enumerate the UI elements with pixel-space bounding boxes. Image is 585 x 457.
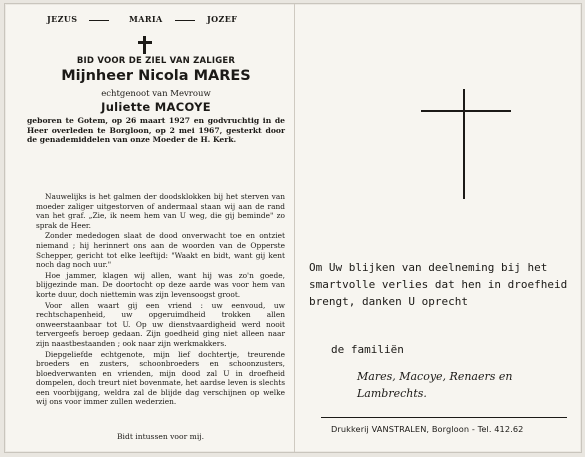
divider (321, 417, 567, 418)
paragraph: Voor allen waart gij een vriend : uw eenvoud, uw rechtschapenheid, uw opgeruimdheid trokken allen onweerstaanbaar tot U. Op uw dienstvaardigheid werd nooit tervergeefs beroep gedaan. Zijn goedheid ging niet alleen naar zijn naastbestaanden ; ook naar zijn werkmakkers. (36, 300, 285, 348)
small-cross-icon (138, 36, 152, 54)
biography: geboren te Gotem, op 26 maart 1927 en godvruchtig in de Heer overleden te Borgloon, op 2 mei 1967, gesterkt door de genademiddelen van onze Moeder de H. Kerk. (27, 116, 285, 145)
left-panel (27, 14, 285, 441)
paragraph: Diepgeliefde echtgenote, mijn lief dochtertje, treurende broeders en zusters, schoonbroeders en schoonzusters, bloedverwanten en vrienden, mijn dood zal U in droefheid dompelen, doch treurt niet bovenmate, het aardse leven is slechts een voorbijgang, weldra zal de blijde dag verschijnen op welke wij ons voor immer zullen wederzien. (36, 349, 285, 407)
holy-family-header (27, 14, 285, 26)
header-name-2: MARIA (129, 14, 163, 24)
family-intro: de familiën (331, 343, 404, 356)
spouse-name: Juliette MACOYE (101, 100, 211, 114)
right-panel (301, 4, 581, 452)
deceased-name: Mijnheer Nicola MARES (61, 68, 251, 84)
header-name-1: JEZUS (47, 14, 78, 24)
prayer-intro: BID VOOR DE ZIEL VAN ZALIGER (76, 56, 236, 66)
header-name-3: JOZEF (207, 14, 238, 24)
thanks-text: Om Uw blijken van deelneming bij het smartvolle verlies dat hen in droefheid brengt, danken U oprecht (309, 261, 568, 308)
paragraph: Zonder mededogen slaat de dood onverwacht toe en ontziet niemand ; hij herinnert ons aan de woorden van de Opperste Schepper, gericht tot elke leeftijd: "Waakt en bidt, want gij kent noch dag noch uur." (36, 231, 285, 270)
spouse-intro: echtgenoot van Mevrouw (101, 89, 211, 99)
memorial-card (4, 3, 582, 453)
printer-credit: Drukkerij VANSTRALEN, Borgloon - Tel. 412.62 (331, 424, 524, 434)
closing-line: Bidt intussen voor mij. (116, 432, 205, 441)
paragraph: Nauwelijks is het galmen der doodsklokken bij het sterven van moeder zaliger uitgestorven of andermaal staan wij aan de rand van het graf. „Zie, ik neem hem van U weg, die gij beminde" zo sprak de Heer. (36, 192, 285, 230)
paragraph: Hoe jammer, klagen wij allen, want hij was zo'n goede, blijgezinde man. De doortocht op deze aarde was voor hem van korte duur, doch niettemin was zijn levensoogst groot. (36, 270, 285, 299)
large-cross-icon (421, 89, 511, 199)
header-dash-1 (89, 20, 109, 21)
fold-line (294, 4, 295, 452)
memorial-text (36, 192, 285, 408)
family-names: Mares, Macoye, Renaers en Lambrechts. (357, 370, 513, 400)
header-dash-2 (175, 20, 195, 21)
